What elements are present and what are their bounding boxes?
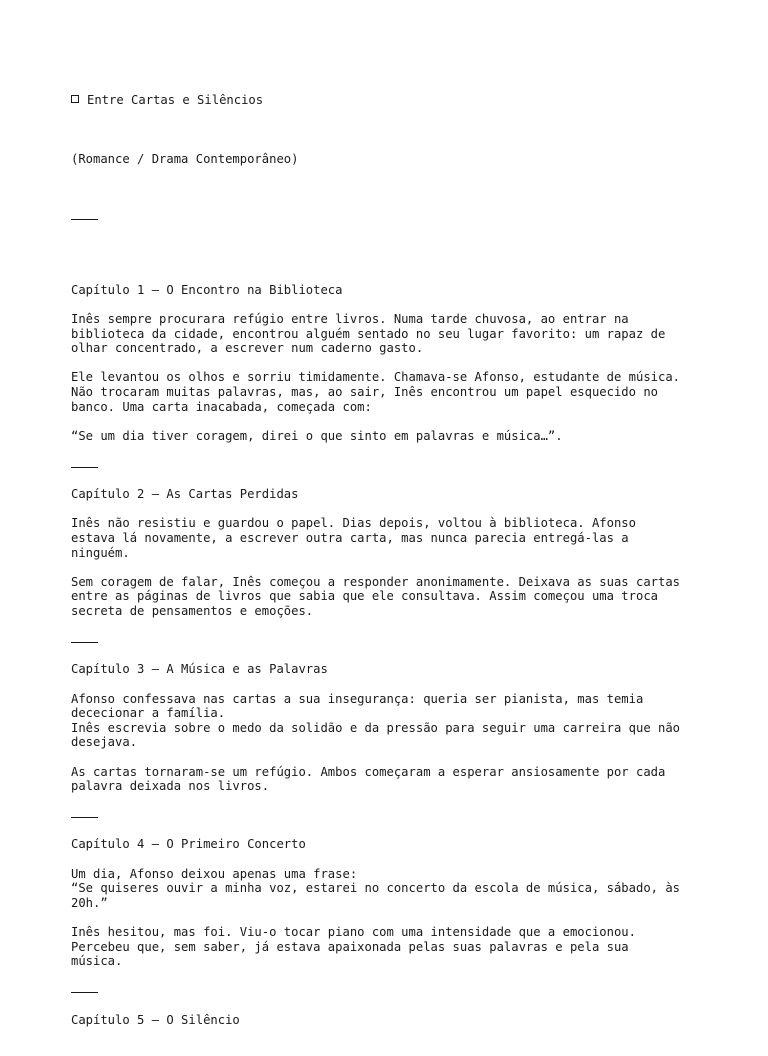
- text-line: As cartas tornaram-se um refúgio. Ambos começaram a esperar ansiosamente por cada: [71, 764, 666, 779]
- chapter-heading: Capítulo 5 – O Silêncio: [71, 1012, 240, 1027]
- chapter-paragraph: [71, 429, 711, 444]
- text-line: 20h.”: [71, 895, 108, 910]
- section-divider: [71, 983, 711, 998]
- document-title-line: [71, 93, 711, 108]
- text-line: entre as páginas de livros que sabia que ele consultava. Assim começou uma troca: [71, 589, 658, 604]
- text-line: “Se um dia tiver coragem, direi o que sinto em palavras e música…”.: [71, 428, 563, 443]
- chapter-paragraph: [71, 925, 711, 969]
- chapter-heading: Capítulo 4 – O Primeiro Concerto: [71, 837, 306, 852]
- text-line: Sem coragem de falar, Inês começou a responder anonimamente. Deixava as suas cartas: [71, 574, 681, 589]
- section-divider: [71, 458, 711, 473]
- text-line: banco. Uma carta inacabada, começada com:: [71, 399, 372, 414]
- section-divider: [71, 808, 711, 823]
- text-line: Inês não resistiu e guardou o papel. Dias depois, voltou à biblioteca. Afonso: [71, 516, 636, 531]
- chapter-paragraph: [71, 867, 711, 911]
- text-line: Inês hesitou, mas foi. Viu-o tocar piano com uma intensidade que a emocionou.: [71, 925, 636, 940]
- document-page: [71, 64, 711, 1056]
- text-line: olhar concentrado, a escrever num caderno gasto.: [71, 341, 424, 356]
- text-line: ninguém.: [71, 545, 130, 560]
- section-divider: [71, 633, 711, 648]
- document-title: Entre Cartas e Silêncios: [87, 93, 264, 108]
- chapter-paragraph: [71, 312, 711, 356]
- chapter-heading: Capítulo 1 – O Encontro na Biblioteca: [71, 282, 343, 297]
- text-line: “Se quiseres ouvir a minha voz, estarei no concerto da escola de música, sábado, às: [71, 881, 681, 896]
- text-line: Inês sempre procurara refúgio entre livros. Numa tarde chuvosa, ao entrar na: [71, 312, 629, 327]
- chapter-paragraph: [71, 516, 711, 560]
- text-line: biblioteca da cidade, encontrou alguém sentado no seu lugar favorito: um rapaz de: [71, 326, 666, 341]
- text-line: Um dia, Afonso deixou apenas uma frase:: [71, 866, 358, 881]
- text-line: desejava.: [71, 735, 138, 750]
- text-line: Afonso confessava nas cartas a sua insegurança: queria ser pianista, mas temia: [71, 691, 644, 706]
- chapter-paragraph: [71, 370, 711, 414]
- text-line: música.: [71, 954, 123, 969]
- text-line: Percebeu que, sem saber, já estava apaixonada pelas suas palavras e pela sua: [71, 939, 629, 954]
- chapter-paragraph: [71, 692, 711, 750]
- text-line: palavra deixada nos livros.: [71, 779, 270, 794]
- text-line: Ele levantou os olhos e sorriu timidamente. Chamava-se Afonso, estudante de música.: [71, 370, 681, 385]
- text-line: Não trocaram muitas palavras, mas, ao sair, Inês encontrou um papel esquecido no: [71, 385, 658, 400]
- chapter-heading: Capítulo 3 – A Música e as Palavras: [71, 662, 328, 677]
- genre-line: (Romance / Drama Contemporâneo): [71, 151, 299, 166]
- text-line: estava lá novamente, a escrever outra carta, mas nunca parecia entregá-las a: [71, 531, 629, 545]
- section-divider: [71, 210, 711, 225]
- chapter-paragraph: [71, 575, 711, 619]
- chapters-container: [71, 283, 711, 1027]
- square-bullet-icon: [71, 95, 79, 103]
- chapter-paragraph: [71, 765, 711, 794]
- text-line: secreta de pensamentos e emoções.: [71, 603, 314, 618]
- chapter-heading: Capítulo 2 – As Cartas Perdidas: [71, 487, 299, 502]
- text-line: Inês escrevia sobre o medo da solidão e da pressão para seguir uma carreira que não: [71, 720, 681, 735]
- text-line: dececionar a família.: [71, 706, 226, 721]
